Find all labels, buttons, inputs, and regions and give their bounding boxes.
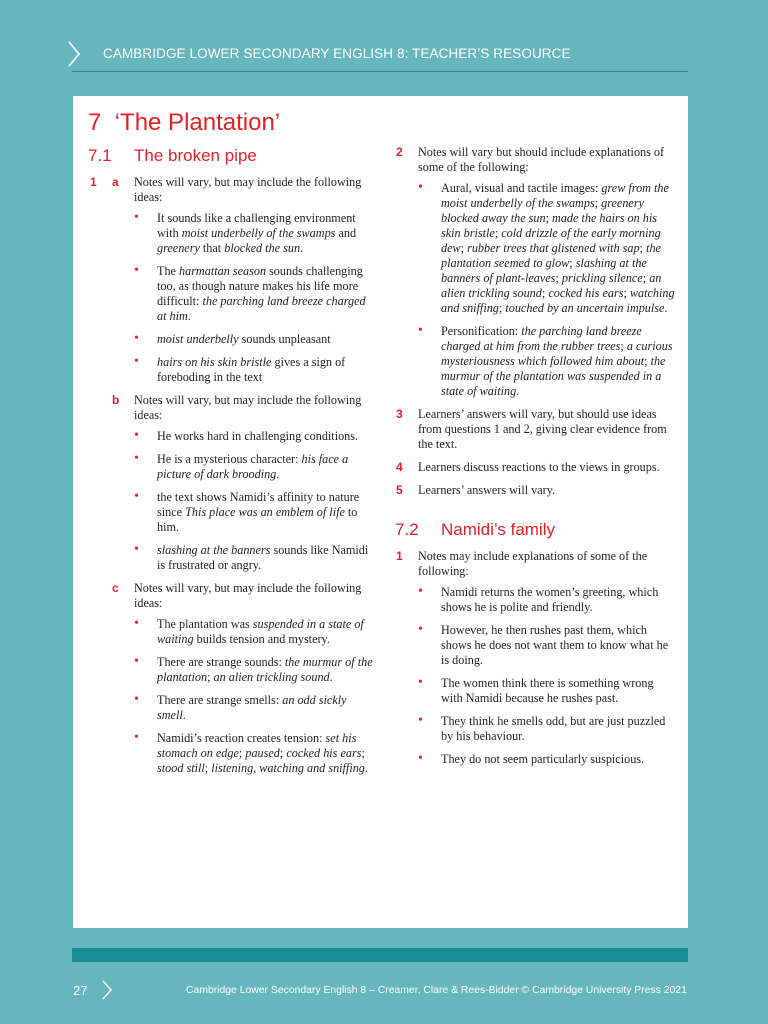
- question-intro: Notes may include explanations of some of the following:: [418, 549, 648, 578]
- question-1b: [90, 393, 376, 573]
- question-number: 1: [396, 549, 403, 563]
- question-number: 2: [396, 145, 403, 159]
- question-intro: Notes will vary but should include explanations of some of the following:: [418, 145, 665, 174]
- footer-credit: Cambridge Lower Secondary English 8 – Creamer, Clare & Rees-Bidder © Cambridge University Press 2021: [186, 985, 687, 996]
- bullet-item: • It sounds like a challenging environment with moist underbelly of the swamps and greenery that blocked the sun.: [134, 211, 376, 256]
- bullet-item: • Namidi returns the women’s greeting, which shows he is polite and friendly.: [418, 585, 676, 615]
- section-title: Namidi’s family: [441, 520, 555, 539]
- question-2: [396, 145, 676, 399]
- question-intro: Notes will vary, but may include the following ideas:: [134, 175, 362, 204]
- question-number: 1: [90, 175, 97, 189]
- bullet-item: • The harmattan season sounds challenging too, as though nature makes his life more difficult: the parching land breeze charged at him.: [134, 264, 376, 324]
- question-number: 4: [396, 460, 403, 474]
- bullet-item: • Namidi’s reaction creates tension: set his stomach on edge; paused; cocked his ears; stood still; listening, watching and sniffing.: [134, 731, 376, 776]
- bullet-item: • slashing at the banners sounds like Namidi is frustrated or angry.: [134, 543, 376, 573]
- part-label: b: [112, 393, 120, 407]
- header-rule: [72, 71, 688, 72]
- bullet-list: [134, 429, 376, 573]
- chevron-right-icon: [66, 40, 82, 68]
- question-intro: Notes will vary, but may include the following ideas:: [134, 581, 362, 610]
- bullet-item: • He works hard in challenging conditions.: [134, 429, 376, 444]
- running-header: CAMBRIDGE LOWER SECONDARY ENGLISH 8: TEACHER’S RESOURCE: [103, 46, 571, 61]
- question-1-7-2: [396, 549, 676, 767]
- section-number: 7.1: [88, 146, 112, 165]
- bullet-item: • They do not seem particularly suspicious.: [418, 752, 676, 767]
- chapter-number: 7: [88, 109, 102, 136]
- section-7-2-column: [396, 549, 676, 775]
- footer-bar: [72, 948, 688, 962]
- bullet-item: • He is a mysterious character: his face a picture of dark brooding.: [134, 452, 376, 482]
- left-column: [90, 175, 376, 784]
- question-3: [396, 407, 676, 452]
- question-number: 5: [396, 483, 403, 497]
- answer-text: Learners’ answers will vary.: [418, 483, 556, 497]
- question-1c: [90, 581, 376, 776]
- question-intro: Notes will vary, but may include the following ideas:: [134, 393, 362, 422]
- part-label: c: [112, 581, 119, 595]
- bullet-item: • There are strange smells: an odd sickly smell.: [134, 693, 376, 723]
- bullet-item: • There are strange sounds: the murmur of the plantation; an alien trickling sound.: [134, 655, 376, 685]
- chapter-heading: [88, 109, 280, 137]
- bullet-item: • The plantation was suspended in a state of waiting builds tension and mystery.: [134, 617, 376, 647]
- bullet-item: • However, he then rushes past them, which shows he does not want them to know what he is doing.: [418, 623, 676, 668]
- bullet-list: [134, 617, 376, 776]
- bullet-item: • Aural, visual and tactile images: grew from the moist underbelly of the swamps; greenery blocked away the sun; made the hairs on his skin bristle; cold drizzle of the early morning dew; rubber trees that glistened with sap; the plantation seemed to glow; slashing at the banners of plant-leaves; prickling silence; an alien trickling sound; cocked his ears; watching and sniffing; touched by an uncertain impulse.: [418, 181, 676, 316]
- section-heading-7-1: [88, 146, 257, 166]
- section-heading-7-2: [395, 520, 555, 540]
- right-column: [396, 145, 676, 498]
- question-number: 3: [396, 407, 403, 421]
- answer-text: Learners discuss reactions to the views in groups.: [418, 460, 660, 474]
- section-title: The broken pipe: [134, 146, 257, 165]
- chapter-title: ‘The Plantation’: [114, 109, 281, 136]
- bullet-list: [134, 211, 376, 385]
- part-label: a: [112, 175, 119, 189]
- bullet-item: • moist underbelly sounds unpleasant: [134, 332, 376, 347]
- bullet-list: [418, 181, 676, 399]
- question-5: [396, 483, 676, 498]
- page-number: 27: [73, 983, 88, 998]
- bullet-item: • hairs on his skin bristle gives a sign of foreboding in the text: [134, 355, 376, 385]
- bullet-item: • The women think there is something wrong with Namidi because he rushes past.: [418, 676, 676, 706]
- bullet-item: • They think he smells odd, but are just puzzled by his behaviour.: [418, 714, 676, 744]
- bullet-list: [418, 585, 676, 767]
- chevron-right-icon: [101, 979, 113, 1001]
- bullet-item: • the text shows Namidi’s affinity to nature since This place was an emblem of life to him.: [134, 490, 376, 535]
- question-4: [396, 460, 676, 475]
- section-number: 7.2: [395, 520, 419, 539]
- question-1a: [90, 175, 376, 385]
- bullet-item: • Personification: the parching land breeze charged at him from the rubber trees; a curious mysteriousness which followed him about; the murmur of the plantation was suspended in a state of waiting.: [418, 324, 676, 399]
- answer-text: Learners’ answers will vary, but should use ideas from questions 1 and 2, giving clear evidence from the text.: [418, 407, 667, 451]
